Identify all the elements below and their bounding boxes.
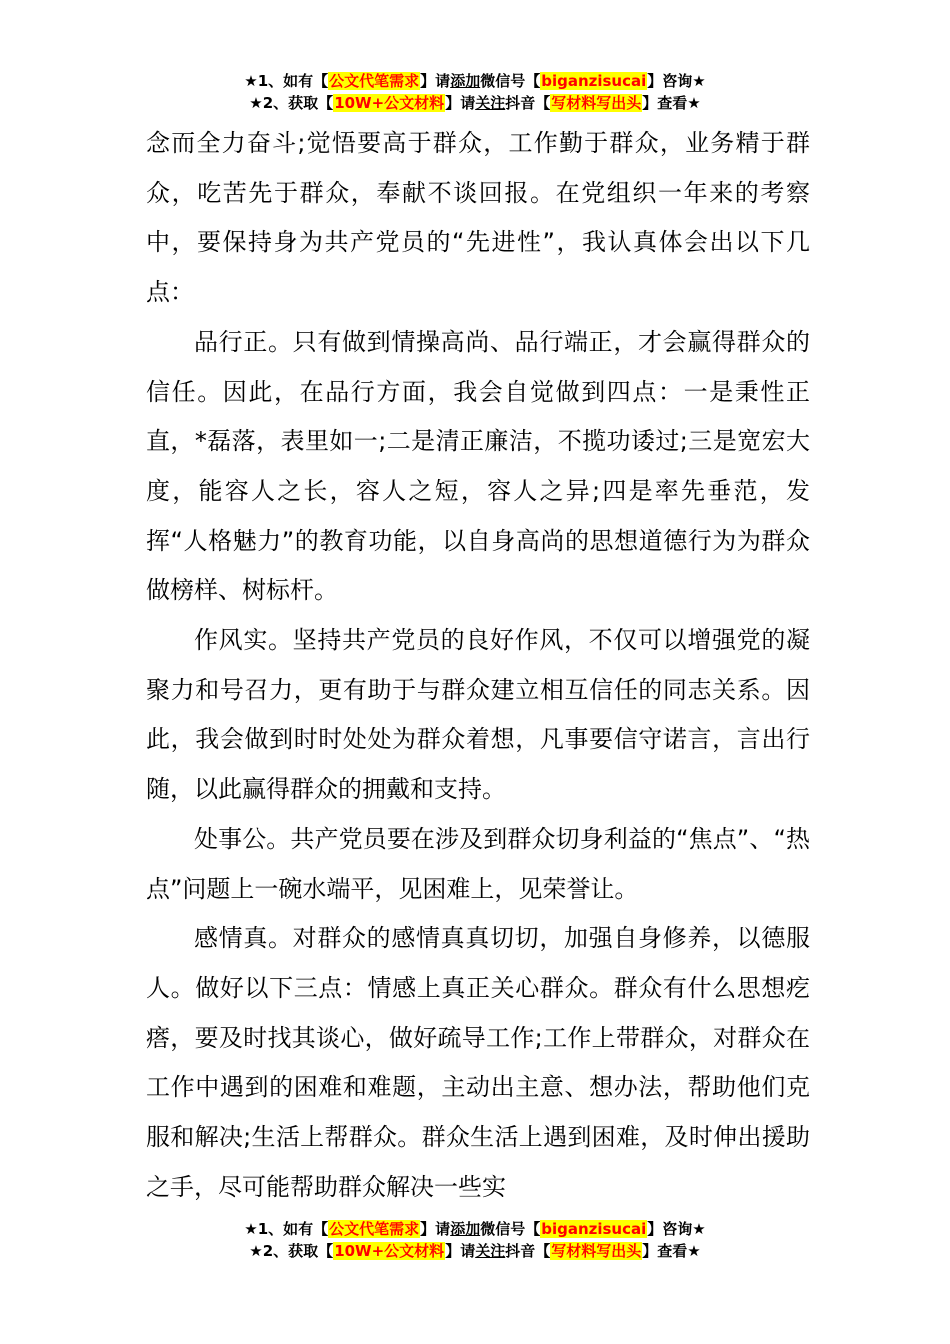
promo-highlight-service: 公文代笔需求: [329, 1220, 420, 1238]
promo-highlight-douyin: 写材料写出头: [551, 1242, 642, 1260]
promo-line-1: ★1、如有【公文代笔需求】请添加微信号【biganzisucai】咨询★: [244, 72, 706, 90]
promo-line-2: ★2、获取【10W+公文材料】请关注抖音【写材料写出头】查看★: [249, 1242, 701, 1260]
promo-highlight-douyin: 写材料写出头: [551, 94, 642, 112]
promo-highlight-service: 公文代笔需求: [329, 72, 420, 90]
paragraph-continuation: 念而全力奋斗;觉悟要高于群众，工作勤于群众，业务精于群众，吃苦先于群众，奉献不谈回报。在党组织一年来的考察中，要保持身为共产党员的“先进性”，我认真体会出以下几点：: [146, 129, 810, 307]
promo-line-1: ★1、如有【公文代笔需求】请添加微信号【biganzisucai】咨询★: [244, 1220, 706, 1238]
paragraph-character: 品行正。只有做到情操高尚、品行端正，才会赢得群众的信任。因此，在品行方面，我会自觉做到四点：一是秉性正直，*磊落，表里如一;二是清正廉洁，不揽功诿过;三是宽宏大度，能容人之长，容人之短，容人之异;四是率先垂范，发挥“人格魅力”的教育功能，以自身高尚的思想道德行为为群众做榜样、树标杆。: [146, 327, 810, 605]
header-promo-banner: [0, 70, 950, 114]
paragraph-fairness: 处事公。共产党员要在涉及到群众切身利益的“焦点”、“热点”问题上一碗水端平，见困难上，见荣誉让。: [146, 824, 810, 903]
promo-highlight-wechat-id: biganzisucai: [541, 72, 647, 90]
promo-line-2: ★2、获取【10W+公文材料】请关注抖音【写材料写出头】查看★: [249, 94, 701, 112]
promo-highlight-wechat-id: biganzisucai: [541, 1220, 647, 1238]
promo-highlight-materials: 10W+公文材料: [334, 94, 445, 112]
footer-promo-banner: [0, 1218, 950, 1262]
paragraph-work-style: 作风实。坚持共产党员的良好作风，不仅可以增强党的凝聚力和号召力，更有助于与群众建立相互信任的同志关系。因此，我会做到时时处处为群众着想，凡事要信守诺言，言出行随，以此赢得群众的拥戴和支持。: [146, 626, 810, 804]
promo-highlight-materials: 10W+公文材料: [334, 1242, 445, 1260]
document-body: [146, 119, 810, 1212]
paragraph-sincerity: 感情真。对群众的感情真真切切，加强自身修养，以德服人。做好以下三点：情感上真正关心群众。群众有什么思想疙瘩，要及时找其谈心，做好疏导工作;工作上带群众，对群众在工作中遇到的困难和难题，主动出主意、想办法，帮助他们克服和解决;生活上帮群众。群众生活上遇到困难，及时伸出援助之手，尽可能帮助群众解决一些实: [146, 924, 810, 1201]
